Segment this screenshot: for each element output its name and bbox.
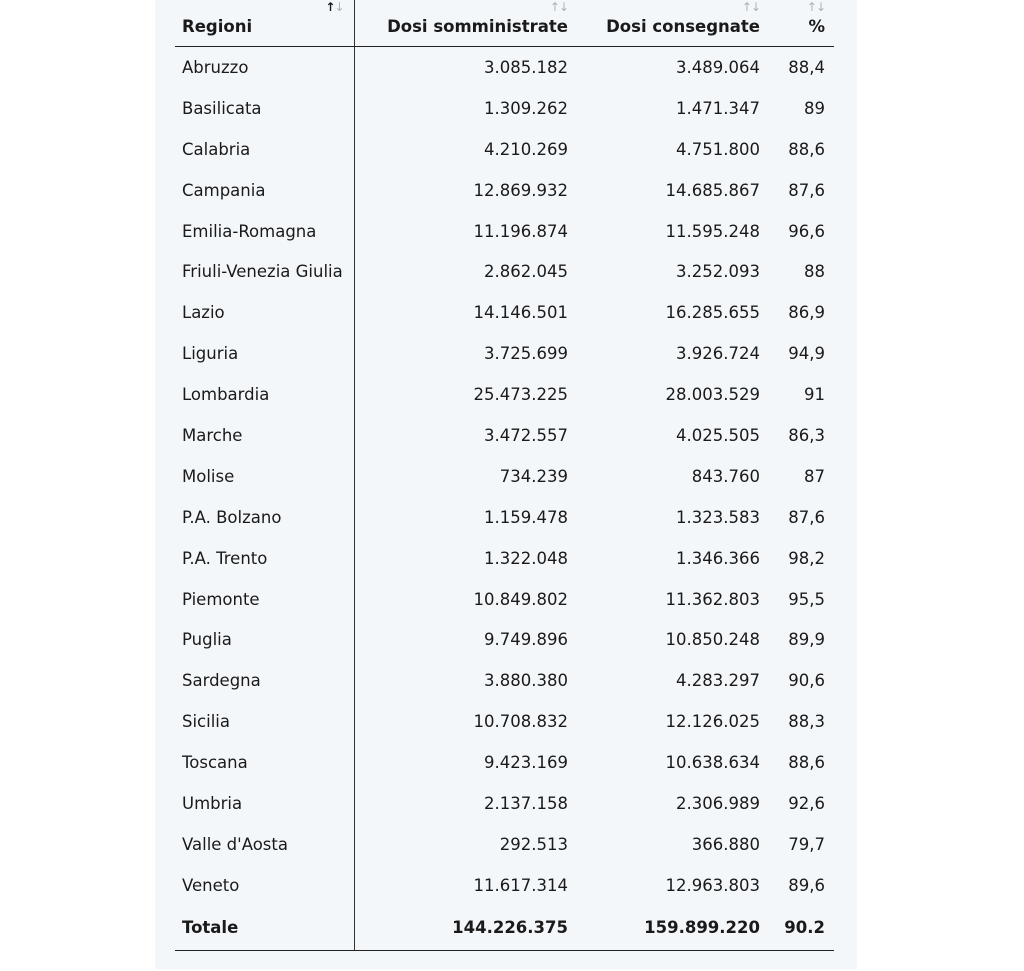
percent-cell: 88,3	[788, 712, 825, 732]
table-row	[175, 415, 834, 456]
percent-cell: 86,9	[788, 303, 825, 323]
administered-doses-cell: 9.423.169	[484, 753, 568, 773]
total-row	[175, 906, 834, 951]
percent-cell: 98,2	[788, 548, 825, 568]
table-row	[175, 742, 834, 783]
sort-arrows-icon[interactable]: ↑↓	[549, 0, 568, 14]
region-cell: Molise	[175, 456, 354, 497]
administered-doses-cell: 3.725.699	[484, 344, 568, 364]
percent-cell: 87,6	[788, 180, 825, 200]
table-row	[175, 456, 834, 497]
percent-cell: 79,7	[788, 834, 825, 854]
sort-arrows-icon[interactable]: ↑↓	[806, 0, 825, 14]
delivered-doses-cell: 3.252.093	[676, 262, 760, 282]
total-percent-cell: 90.2	[769, 906, 834, 951]
administered-doses-cell: 3.880.380	[484, 671, 568, 691]
region-cell: P.A. Bolzano	[175, 497, 354, 538]
total-administered-doses-cell: 144.226.375	[354, 906, 577, 951]
administered-doses-cell: 11.617.314	[473, 875, 568, 895]
column-header-dosi-somministrate[interactable]	[354, 0, 577, 47]
delivered-doses-cell: 16.285.655	[665, 303, 760, 323]
table-row	[175, 865, 834, 906]
table-row	[175, 211, 834, 252]
percent-cell: 89,9	[788, 630, 825, 650]
table-row	[175, 824, 834, 865]
region-cell: Piemonte	[175, 579, 354, 620]
region-cell: Umbria	[175, 783, 354, 824]
administered-doses-cell: 4.210.269	[484, 139, 568, 159]
percent-cell: 86,3	[788, 425, 825, 445]
table-row	[175, 619, 834, 660]
percent-cell: 88,6	[788, 753, 825, 773]
delivered-doses-cell: 1.346.366	[676, 548, 760, 568]
administered-doses-cell: 11.196.874	[473, 221, 568, 241]
region-cell: Sicilia	[175, 701, 354, 742]
administered-doses-cell: 14.146.501	[473, 303, 568, 323]
sort-arrows-icon[interactable]: ↑↓	[741, 0, 760, 14]
column-header-label: %	[808, 17, 825, 36]
vaccine-doses-table	[175, 0, 834, 951]
region-cell: Toscana	[175, 742, 354, 783]
percent-cell: 96,6	[788, 221, 825, 241]
percent-cell: 88,4	[788, 57, 825, 77]
percent-cell: 89,6	[788, 875, 825, 895]
region-cell: Marche	[175, 415, 354, 456]
table-row	[175, 538, 834, 579]
delivered-doses-cell: 28.003.529	[665, 385, 760, 405]
percent-cell: 91	[804, 385, 825, 405]
delivered-doses-cell: 4.025.505	[676, 425, 760, 445]
table-row	[175, 783, 834, 824]
region-cell: Lazio	[175, 292, 354, 333]
table-row	[175, 292, 834, 333]
delivered-doses-cell: 12.963.803	[665, 875, 760, 895]
region-cell: Puglia	[175, 619, 354, 660]
administered-doses-cell: 10.849.802	[473, 589, 568, 609]
delivered-doses-cell: 2.306.989	[676, 793, 760, 813]
header-row	[175, 0, 834, 47]
region-cell: Sardegna	[175, 660, 354, 701]
table-row	[175, 47, 834, 88]
region-cell: Lombardia	[175, 374, 354, 415]
administered-doses-cell: 12.869.932	[473, 180, 568, 200]
table-row	[175, 497, 834, 538]
table-row	[175, 660, 834, 701]
delivered-doses-cell: 1.471.347	[676, 98, 760, 118]
table-row	[175, 333, 834, 374]
percent-cell: 92,6	[788, 793, 825, 813]
delivered-doses-cell: 843.760	[691, 466, 760, 486]
percent-cell: 89	[804, 98, 825, 118]
administered-doses-cell: 10.708.832	[473, 712, 568, 732]
region-cell: Valle d'Aosta	[175, 824, 354, 865]
table-row	[175, 579, 834, 620]
sort-arrows-icon[interactable]: ↑↓	[325, 0, 344, 14]
table-body	[175, 47, 834, 951]
region-cell: Friuli-Venezia Giulia	[175, 251, 354, 292]
region-cell: Campania	[175, 170, 354, 211]
administered-doses-cell: 292.513	[499, 834, 568, 854]
administered-doses-cell: 1.159.478	[484, 507, 568, 527]
administered-doses-cell: 734.239	[499, 466, 568, 486]
region-cell: Liguria	[175, 333, 354, 374]
table-row	[175, 88, 834, 129]
administered-doses-cell: 2.862.045	[484, 262, 568, 282]
administered-doses-cell: 1.309.262	[484, 98, 568, 118]
table-row	[175, 374, 834, 415]
delivered-doses-cell: 3.489.064	[676, 57, 760, 77]
administered-doses-cell: 3.085.182	[484, 57, 568, 77]
table-row	[175, 170, 834, 211]
delivered-doses-cell: 10.638.634	[665, 753, 760, 773]
delivered-doses-cell: 10.850.248	[665, 630, 760, 650]
percent-cell: 95,5	[788, 589, 825, 609]
delivered-doses-cell: 1.323.583	[676, 507, 760, 527]
total-region-cell: Totale	[175, 906, 354, 951]
percent-cell: 87,6	[788, 507, 825, 527]
percent-cell: 87	[804, 466, 825, 486]
table-row	[175, 701, 834, 742]
delivered-doses-cell: 12.126.025	[665, 712, 760, 732]
delivered-doses-cell: 366.880	[691, 834, 760, 854]
delivered-doses-cell: 11.595.248	[665, 221, 760, 241]
table-row	[175, 129, 834, 170]
delivered-doses-cell: 3.926.724	[676, 344, 760, 364]
region-cell: Calabria	[175, 129, 354, 170]
region-cell: Basilicata	[175, 88, 354, 129]
region-cell: Emilia-Romagna	[175, 211, 354, 252]
percent-cell: 88	[804, 262, 825, 282]
administered-doses-cell: 2.137.158	[484, 793, 568, 813]
administered-doses-cell: 9.749.896	[484, 630, 568, 650]
administered-doses-cell: 1.322.048	[484, 548, 568, 568]
delivered-doses-cell: 14.685.867	[665, 180, 760, 200]
column-header-label: Regioni	[182, 17, 253, 36]
total-delivered-doses-cell: 159.899.220	[577, 906, 769, 951]
column-header-regioni[interactable]	[175, 0, 354, 47]
region-cell: Veneto	[175, 865, 354, 906]
column-header-label: Dosi consegnate	[606, 17, 760, 36]
administered-doses-cell: 25.473.225	[473, 385, 568, 405]
region-cell: P.A. Trento	[175, 538, 354, 579]
table-row	[175, 251, 834, 292]
column-header-label: Dosi somministrate	[387, 17, 568, 36]
region-cell: Abruzzo	[175, 47, 354, 88]
administered-doses-cell: 3.472.557	[484, 425, 568, 445]
delivered-doses-cell: 4.751.800	[676, 139, 760, 159]
percent-cell: 88,6	[788, 139, 825, 159]
delivered-doses-cell: 11.362.803	[665, 589, 760, 609]
column-header-percent[interactable]	[769, 0, 834, 47]
percent-cell: 90,6	[788, 671, 825, 691]
column-header-dosi-consegnate[interactable]	[577, 0, 769, 47]
delivered-doses-cell: 4.283.297	[676, 671, 760, 691]
percent-cell: 94,9	[788, 344, 825, 364]
